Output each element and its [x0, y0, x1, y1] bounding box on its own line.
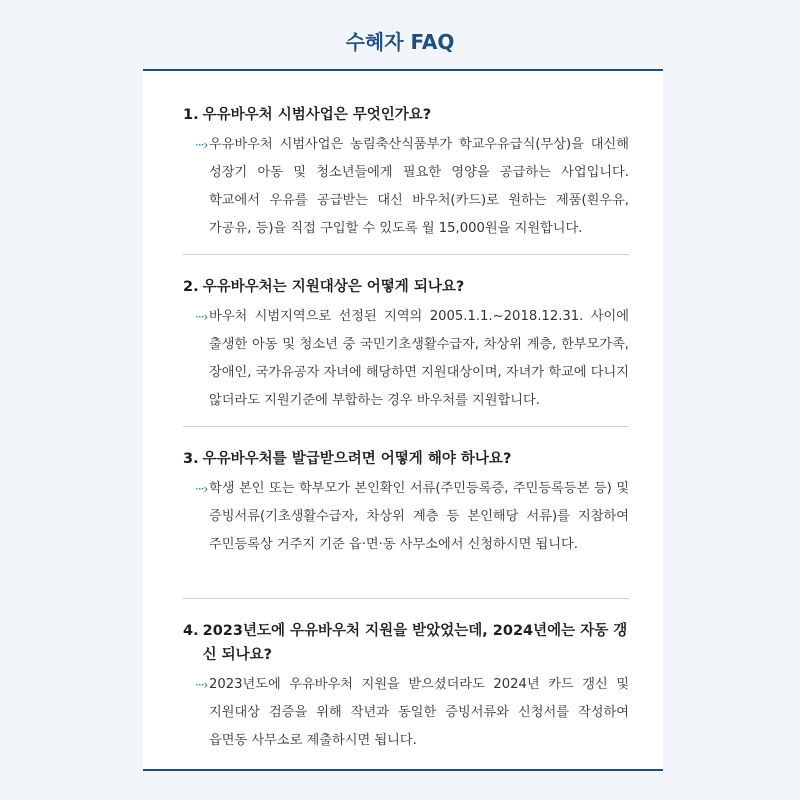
- faq-divider: [183, 426, 629, 427]
- question-number: 3.: [183, 451, 199, 467]
- question-number: 4.: [183, 623, 199, 639]
- faq-question: [183, 103, 629, 127]
- faq-panel: [143, 69, 663, 771]
- faq-divider: [183, 598, 629, 599]
- question-text: 2023년도에 우유바우처 지원을 받았었는데, 2024년에는 자동 갱신 되나요?: [202, 623, 628, 663]
- question-text: 우유바우처는 지원대상은 어떻게 되나요?: [202, 279, 465, 295]
- question-text: 우유바우처를 발급받으려면 어떻게 해야 하나요?: [202, 451, 512, 467]
- question-number: 1.: [183, 107, 199, 123]
- answer-text: 학생 본인 또는 학부모가 본인확인 서류(주민등록증, 주민등록등본 등) 및 증빙서류(기초생활수급자, 차상위 계층 등 본인해당 서류)를 지참하여 주민등록상 거주지 기준 읍·면·동 사무소에서 신청하시면 됩니다.: [209, 481, 629, 552]
- faq-question: [183, 275, 629, 299]
- dotted-arrow-icon: ···›: [195, 310, 208, 324]
- dotted-arrow-icon: ···›: [195, 482, 208, 496]
- faq-item-3: [183, 447, 629, 559]
- answer-text: 2023년도에 우유바우처 지원을 받으셨더라도 2024년 카드 갱신 및 지원대상 검증을 위해 작년과 동일한 증빙서류와 신청서를 작성하여 읍면동 사무소로 제출하시면 됩니다.: [209, 677, 629, 748]
- dotted-arrow-icon: ···›: [195, 678, 208, 692]
- dotted-arrow-icon: ···›: [195, 138, 208, 152]
- faq-divider: [183, 254, 629, 255]
- answer-text: 바우처 시범지역으로 선정된 지역의 2005.1.1.~2018.12.31. 사이에 출생한 아동 및 청소년 중 국민기초생활수급자, 차상위 계층, 한부모가족, 장애인, 국가유공자 자녀에 해당하면 지원대상이며, 자녀가 학교에 다니지 않더라도 지원기준에 부합하는 경우 바우처를 지원합니다.: [209, 309, 629, 408]
- faq-item-4: [183, 619, 629, 755]
- page-title: 수혜자 FAQ: [345, 30, 455, 54]
- faq-answer: [183, 131, 629, 243]
- faq-question: [183, 447, 629, 471]
- faq-question: [183, 619, 629, 667]
- faq-answer: [183, 303, 629, 415]
- faq-answer: [183, 475, 629, 559]
- question-text: 우유바우처 시범사업은 무엇인가요?: [202, 107, 432, 123]
- faq-item-2: [183, 275, 629, 415]
- faq-item-1: [183, 103, 629, 243]
- answer-text: 우유바우처 시범사업은 농림축산식품부가 학교우유급식(무상)을 대신해 성장기 아동 및 청소년들에게 필요한 영양을 공급하는 사업입니다. 학교에서 우유를 공급받는 대신 바우처(카드)로 원하는 제품(흰우유, 가공유, 등)을 직접 구입할 수 있도록 월 15,000원을 지원합니다.: [209, 137, 629, 236]
- faq-answer: [183, 671, 629, 755]
- question-number: 2.: [183, 279, 199, 295]
